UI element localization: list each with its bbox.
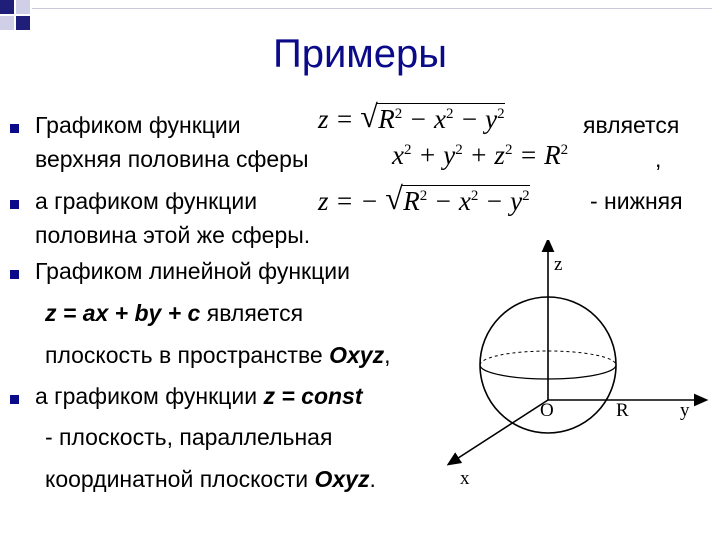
bullet-marker bbox=[10, 200, 19, 209]
bullet-3-line-1: Графиком линейной функции bbox=[35, 258, 350, 284]
axis-y-label: y bbox=[680, 400, 690, 421]
bullet-1-line-1-post: является bbox=[583, 112, 680, 138]
bullet-1-line-2-post: , bbox=[655, 146, 662, 172]
axis-z-label: z bbox=[554, 254, 563, 275]
formula-lower-hemisphere: z = − √ $R^2 - x^2 - y^2$ bbox=[318, 180, 530, 216]
bullet-3-line-3: плоскость в пространстве Oxyz, bbox=[45, 342, 391, 368]
linear-function-formula: z = ax + by + c bbox=[45, 300, 201, 326]
bullet-1-line-2-pre: верхняя половина сферы bbox=[35, 146, 309, 172]
page-title: Примеры bbox=[272, 32, 448, 76]
bullet-4-line-1: а графиком функции z = const bbox=[35, 383, 363, 409]
origin-label: O bbox=[540, 400, 554, 421]
bullet-2-line-1-pre: а графиком функции bbox=[35, 188, 258, 214]
bullet-2-line-1-post: - нижняя bbox=[590, 188, 683, 214]
bullet-4-line-2: - плоскость, параллельная bbox=[45, 424, 333, 450]
sphere-diagram bbox=[440, 240, 710, 500]
bullet-4-line-3: координатной плоскости Oxyz. bbox=[45, 466, 376, 492]
bullet-marker bbox=[10, 124, 19, 133]
radius-label: R bbox=[616, 400, 629, 421]
formula-upper-hemisphere: z = √ $R^2 - x^2 - y^2$ bbox=[318, 98, 505, 134]
bullet-2-line-2: половина этой же сферы. bbox=[35, 222, 311, 248]
bullet-1-line-1-pre: Графиком функции bbox=[35, 112, 241, 138]
axis-x-label: x bbox=[460, 468, 470, 489]
bullet-3-line-2: z = ax + by + c является bbox=[45, 300, 304, 326]
const-function-formula: z = const bbox=[263, 383, 363, 409]
bullet-marker bbox=[10, 270, 19, 279]
bullet-marker bbox=[10, 395, 19, 404]
sphere-equation: $x^2 + y^2 + z^2 = R^2$ bbox=[392, 140, 569, 170]
